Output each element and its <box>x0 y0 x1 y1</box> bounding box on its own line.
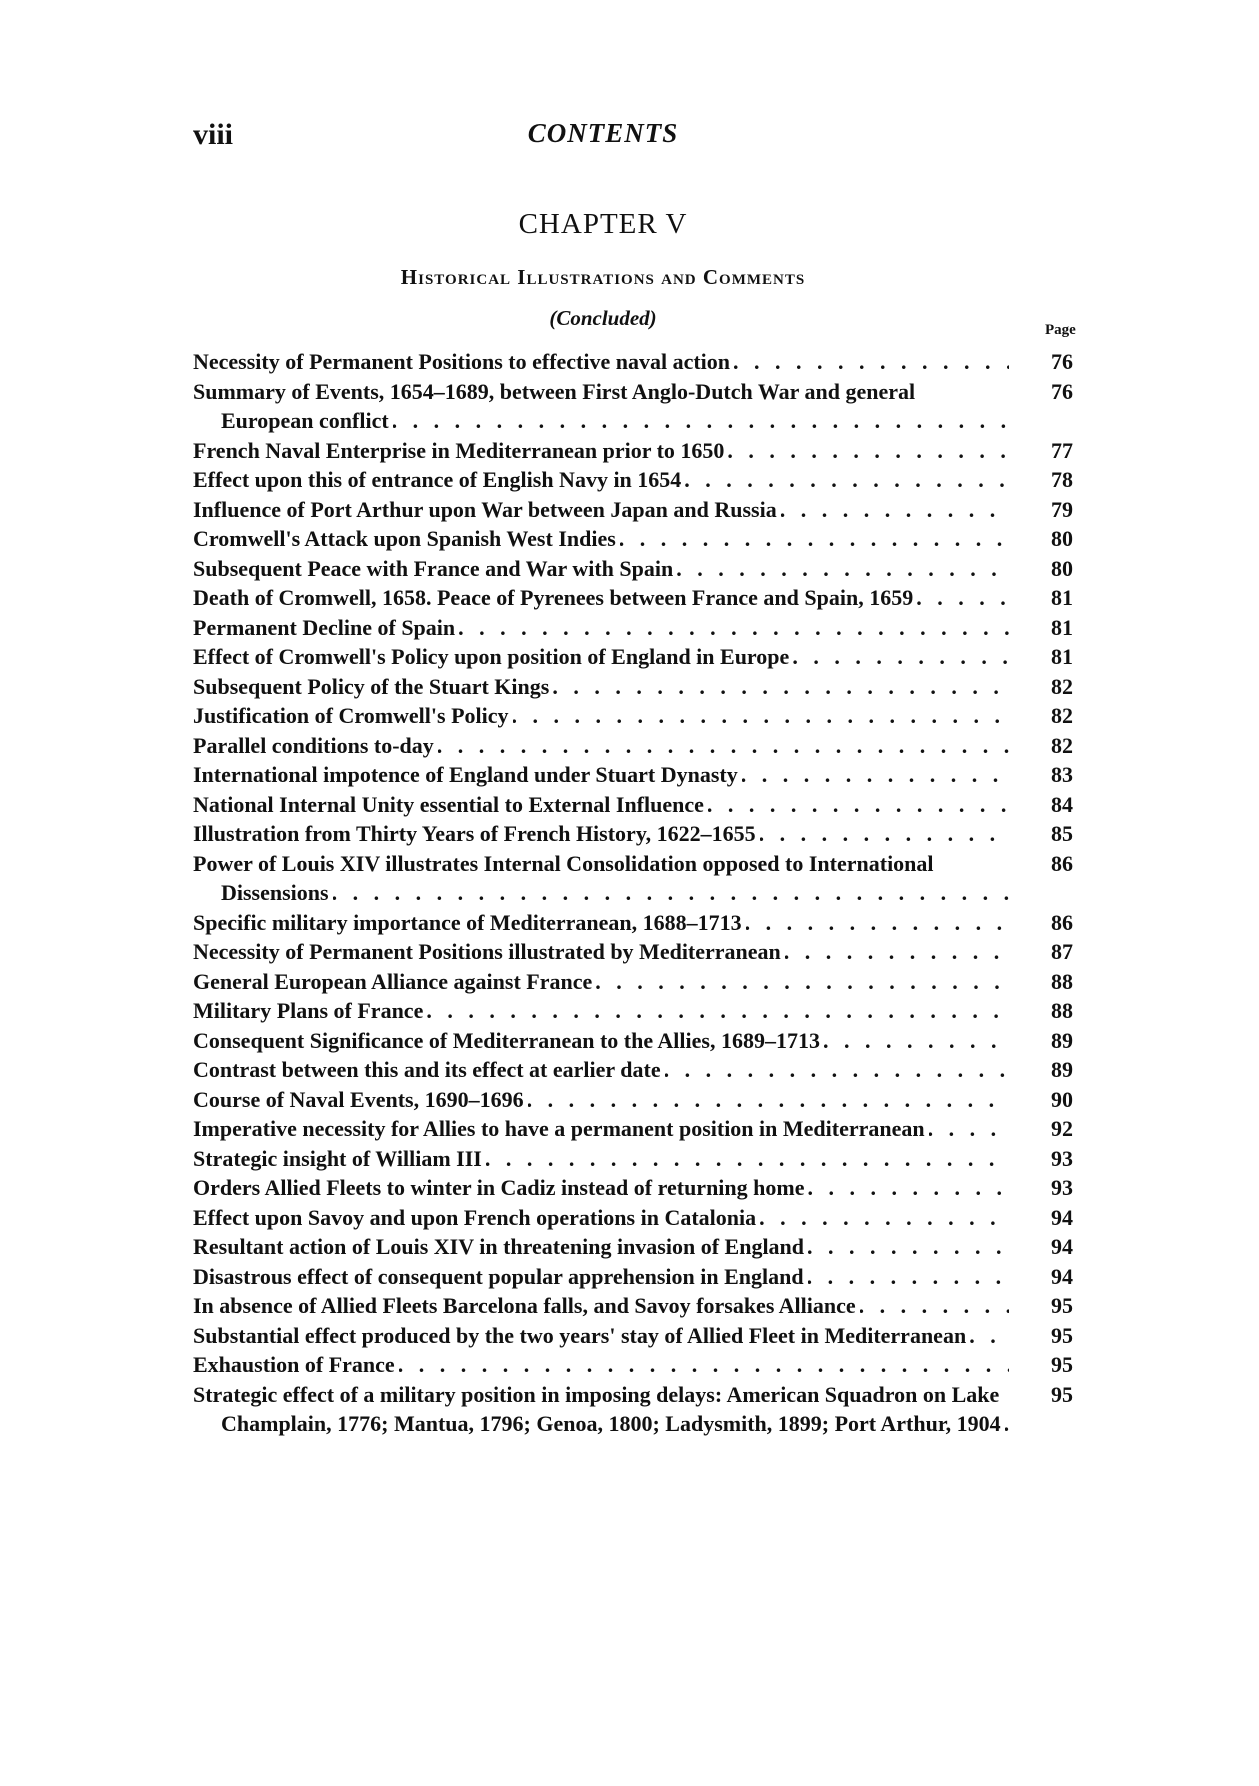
toc-entry-page: 89 <box>1009 1055 1073 1085</box>
toc-entry-title <box>193 1380 1009 1439</box>
chapter-heading: CHAPTER V <box>518 208 688 240</box>
toc-entry-text: Specific military importance of Mediterranean, 1688–1713 <box>193 910 746 935</box>
toc-entry-text: Illustration from Thirty Years of French History, 1622–1655 <box>193 821 760 846</box>
toc-entry-text: Consequent Significance of Mediterranean to the Allies, 1689–1713 <box>193 1028 824 1053</box>
toc-entry-page: 88 <box>1009 996 1073 1026</box>
toc-entry <box>193 1114 1073 1144</box>
toc-entry-text: Subsequent Policy of the Stuart Kings <box>193 674 553 699</box>
toc-entry-title <box>193 554 1009 584</box>
toc-entry <box>193 1380 1073 1439</box>
toc-entry-page: 76 <box>1009 347 1073 377</box>
toc-entry-page: 83 <box>1009 760 1073 790</box>
toc-entry-title <box>193 583 1009 613</box>
toc-entry-page: 85 <box>1009 819 1073 849</box>
toc-entry-text: Parallel conditions to-day <box>193 733 438 758</box>
toc-entry <box>193 377 1073 436</box>
toc-entry-text: Necessity of Permanent Positions illustrated by Mediterranean <box>193 939 785 964</box>
toc-entry <box>193 1321 1073 1351</box>
toc-entry-title <box>193 1085 1009 1115</box>
toc-entry <box>193 347 1073 377</box>
toc-entry-text: Effect upon Savoy and upon French operations in Catalonia <box>193 1205 760 1230</box>
toc-entry <box>193 1144 1073 1174</box>
toc-entry-title <box>193 760 1009 790</box>
toc-entry-text: Effect of Cromwell's Policy upon position of England in Europe <box>193 644 793 669</box>
toc-entry-text: Strategic effect of a military position in imposing delays: American Squadron on Lake Champlain, 1776; Mantua, 1796; Genoa, 1800; Ladysmith, 1899; Port Arthur, 1904 <box>193 1382 1005 1437</box>
toc-entry-text: Course of Naval Events, 1690–1696 <box>193 1087 528 1112</box>
toc-entry-text: Exhaustion of France <box>193 1352 399 1377</box>
toc-entry-text: Contrast between this and its effect at earlier date <box>193 1057 665 1082</box>
toc-entry-title <box>193 1026 1009 1056</box>
toc-entry-page: 76 <box>1009 377 1073 407</box>
toc-entry-page: 86 <box>1009 849 1073 879</box>
toc-entry-page: 80 <box>1009 554 1073 584</box>
toc-entry-text: Strategic insight of William III <box>193 1146 486 1171</box>
toc-entry <box>193 524 1073 554</box>
toc-entry-title <box>193 937 1009 967</box>
toc-entry <box>193 1291 1073 1321</box>
table-of-contents <box>193 347 1073 1439</box>
toc-entry-title <box>193 1055 1009 1085</box>
toc-entry <box>193 908 1073 938</box>
toc-entry-page: 82 <box>1009 672 1073 702</box>
toc-entry-page: 81 <box>1009 642 1073 672</box>
toc-entry-text: Resultant action of Louis XIV in threatening invasion of England <box>193 1234 808 1259</box>
toc-entry-page: 79 <box>1009 495 1073 525</box>
toc-entry <box>193 1232 1073 1262</box>
toc-entry-title <box>193 1114 1009 1144</box>
toc-entry-text: Subsequent Peace with France and War with Spain <box>193 556 677 581</box>
toc-entry <box>193 996 1073 1026</box>
toc-entry-title <box>193 967 1009 997</box>
toc-entry-page: 90 <box>1009 1085 1073 1115</box>
toc-entry-title <box>193 1144 1009 1174</box>
toc-entry-page: 87 <box>1009 937 1073 967</box>
toc-entry-text: Cromwell's Attack upon Spanish West Indies <box>193 526 620 551</box>
toc-entry <box>193 554 1073 584</box>
toc-entry-text: In absence of Allied Fleets Barcelona falls, and Savoy forsakes Alliance <box>193 1293 860 1318</box>
toc-entry-page: 95 <box>1009 1350 1073 1380</box>
toc-entry-title <box>193 347 1009 377</box>
toc-entry-title <box>193 1232 1009 1262</box>
toc-entry-text: Effect upon this of entrance of English Navy in 1654 <box>193 467 685 492</box>
toc-entry-title <box>193 1173 1009 1203</box>
toc-entry <box>193 642 1073 672</box>
toc-entry-page: 78 <box>1009 465 1073 495</box>
toc-entry-text: Orders Allied Fleets to winter in Cadiz instead of returning home <box>193 1175 808 1200</box>
toc-entry-text: National Internal Unity essential to External Influence <box>193 792 708 817</box>
toc-entry-title <box>193 849 1009 908</box>
toc-entry <box>193 967 1073 997</box>
toc-entry-text: International impotence of England under Stuart Dynasty <box>193 762 742 787</box>
toc-entry <box>193 849 1073 908</box>
toc-entry-text: Summary of Events, 1654–1689, between First Anglo-Dutch War and general European conflict <box>193 378 916 433</box>
toc-entry-title <box>193 377 1009 436</box>
toc-entry-title <box>193 495 1009 525</box>
toc-entry-page: 93 <box>1009 1144 1073 1174</box>
toc-entry-title <box>193 672 1009 702</box>
toc-entry <box>193 436 1073 466</box>
toc-entry <box>193 672 1073 702</box>
toc-entry-title <box>193 1350 1009 1380</box>
toc-entry <box>193 613 1073 643</box>
toc-entry-title <box>193 642 1009 672</box>
toc-entry-text: Substantial effect produced by the two years' stay of Allied Fleet in Mediterranean <box>193 1323 970 1348</box>
toc-entry-text: Imperative necessity for Allies to have a permanent position in Mediterranean <box>193 1116 929 1141</box>
toc-entry-title <box>193 1291 1009 1321</box>
toc-entry-title <box>193 436 1009 466</box>
toc-entry-text: Military Plans of France <box>193 998 427 1023</box>
toc-entry-page: 86 <box>1009 908 1073 938</box>
toc-entry <box>193 790 1073 820</box>
toc-entry <box>193 701 1073 731</box>
toc-entry-text: Influence of Port Arthur upon War between Japan and Russia <box>193 497 781 522</box>
toc-entry-page: 93 <box>1009 1173 1073 1203</box>
toc-entry-page: 94 <box>1009 1232 1073 1262</box>
toc-entry-title <box>193 1203 1009 1233</box>
toc-entry-title <box>193 613 1009 643</box>
toc-entry <box>193 1262 1073 1292</box>
toc-entry-page: 95 <box>1009 1291 1073 1321</box>
page-column-label: Page <box>1045 322 1076 338</box>
toc-entry-page: 80 <box>1009 524 1073 554</box>
toc-entry-text: Disastrous effect of consequent popular apprehension in England <box>193 1264 808 1289</box>
toc-entry-page: 94 <box>1009 1203 1073 1233</box>
toc-entry-page: 82 <box>1009 731 1073 761</box>
toc-entry-title <box>193 524 1009 554</box>
toc-entry-page: 94 <box>1009 1262 1073 1292</box>
toc-entry-page: 82 <box>1009 701 1073 731</box>
toc-entry-page: 89 <box>1009 1026 1073 1056</box>
toc-entry <box>193 1085 1073 1115</box>
toc-entry-text: Permanent Decline of Spain <box>193 615 459 640</box>
toc-entry <box>193 1173 1073 1203</box>
toc-entry <box>193 819 1073 849</box>
toc-entry-title <box>193 465 1009 495</box>
toc-entry-text: French Naval Enterprise in Mediterranean prior to 1650 <box>193 438 728 463</box>
toc-entry-text: General European Alliance against France <box>193 969 596 994</box>
toc-entry <box>193 1026 1073 1056</box>
toc-entry-title <box>193 1262 1009 1292</box>
toc-entry-title <box>193 908 1009 938</box>
toc-entry <box>193 583 1073 613</box>
toc-entry <box>193 760 1073 790</box>
toc-entry-page: 88 <box>1009 967 1073 997</box>
toc-entry <box>193 1350 1073 1380</box>
toc-entry-title <box>193 731 1009 761</box>
toc-entry-title <box>193 701 1009 731</box>
toc-entry-page: 77 <box>1009 436 1073 466</box>
toc-entry-text: Necessity of Permanent Positions to effective naval action <box>193 349 734 374</box>
chapter-subtitle: Historical Illustrations and Comments <box>400 265 806 289</box>
page-number: viii <box>193 118 234 151</box>
toc-entry <box>193 937 1073 967</box>
toc-entry-title <box>193 819 1009 849</box>
toc-entry-page: 81 <box>1009 613 1073 643</box>
toc-entry-text: Justification of Cromwell's Policy <box>193 703 513 728</box>
toc-entry-page: 95 <box>1009 1380 1073 1410</box>
toc-entry-title <box>193 1321 1009 1351</box>
toc-entry-text: Power of Louis XIV illustrates Internal Consolidation opposed to International Dissensions <box>193 850 934 905</box>
toc-entry <box>193 465 1073 495</box>
toc-entry-page: 84 <box>1009 790 1073 820</box>
chapter-note: (Concluded) <box>549 306 657 330</box>
toc-entry-page: 81 <box>1009 583 1073 613</box>
toc-entry-text: Death of Cromwell, 1658. Peace of Pyrenees between France and Spain, 1659 <box>193 585 917 610</box>
toc-entry-page: 92 <box>1009 1114 1073 1144</box>
toc-entry-page: 95 <box>1009 1321 1073 1351</box>
toc-entry <box>193 1055 1073 1085</box>
toc-entry <box>193 1203 1073 1233</box>
page-header <box>193 118 1013 158</box>
running-head: CONTENTS <box>527 118 679 148</box>
toc-entry-title <box>193 996 1009 1026</box>
toc-entry <box>193 731 1073 761</box>
toc-entry-title <box>193 790 1009 820</box>
toc-entry <box>193 495 1073 525</box>
